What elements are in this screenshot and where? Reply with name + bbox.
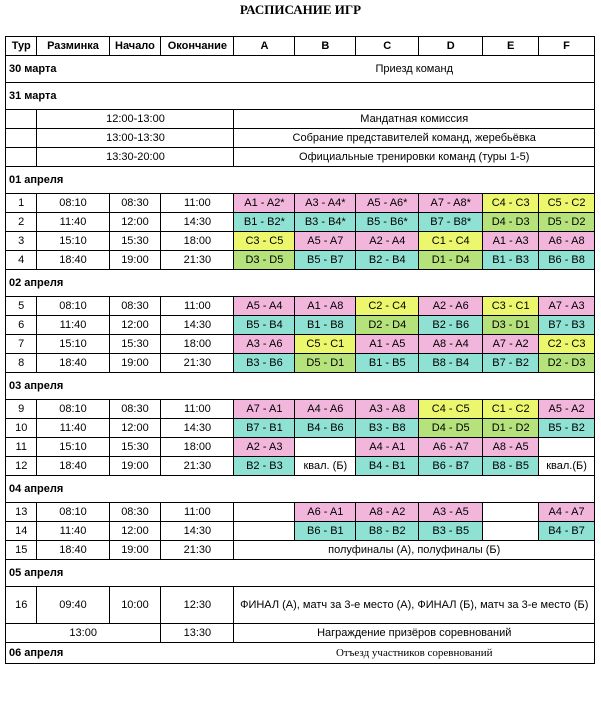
game-row [6,213,595,232]
match-cell-c: B3 - B8 [356,419,419,438]
match-cell-c: B4 - B1 [356,457,419,476]
day-event: Отъезд участников соревнований [234,643,595,664]
schedule-table [5,36,595,664]
game-row [6,297,595,316]
game-row [6,541,595,560]
warmup-cell: 11:40 [37,419,109,438]
end-cell: 11:00 [161,194,234,213]
match-cell-b: B3 - B4* [295,213,356,232]
end-cell: 18:00 [161,438,234,457]
day-label: 01 апреля [6,167,595,194]
end-cell: 21:30 [161,457,234,476]
match-cell-a: B1 - B2* [234,213,295,232]
match-cell-f [539,438,595,457]
match-cell-a: B3 - B6 [234,354,295,373]
game-row [6,438,595,457]
warmup-cell: 08:10 [37,400,109,419]
match-cell-e: A7 - A2 [483,335,539,354]
match-cell-b: A6 - A1 [295,503,356,522]
match-cell-b: B6 - B1 [295,522,356,541]
start-cell: 12:00 [109,213,161,232]
start-cell: 19:00 [109,354,161,373]
warmup-cell: 15:10 [37,438,109,457]
match-cell-f: B7 - B3 [539,316,595,335]
event-cell: Официальные тренировки команд (туры 1-5) [234,148,595,167]
header-row [6,37,595,56]
end-cell: 14:30 [161,419,234,438]
match-cell-b: B5 - B7 [295,251,356,270]
warmup-cell: 11:40 [37,316,109,335]
end-cell: 14:30 [161,213,234,232]
match-cell-e: B1 - B3 [483,251,539,270]
day-label: 04 апреля [6,476,595,503]
match-cell-e: C4 - C3 [483,194,539,213]
match-cell-e [483,522,539,541]
match-cell-f: B6 - B8 [539,251,595,270]
time-cell: 13:30-20:00 [37,148,234,167]
day-row [6,270,595,297]
end-cell: 11:00 [161,400,234,419]
game-row [6,335,595,354]
warmup-cell: 18:40 [37,354,109,373]
end-cell: 21:30 [161,251,234,270]
tour-cell: 2 [6,213,37,232]
match-cell-d: B8 - B4 [419,354,483,373]
tour-cell: 11 [6,438,37,457]
match-cell-d: D4 - D5 [419,419,483,438]
match-cell-e: C1 - C2 [483,400,539,419]
match-cell-f: B5 - B2 [539,419,595,438]
match-cell-d: C1 - C4 [419,232,483,251]
header-cell: E [483,37,539,56]
tour-cell: 1 [6,194,37,213]
match-cell-c: A2 - A4 [356,232,419,251]
match-cell-f: A6 - A8 [539,232,595,251]
info-row [6,148,595,167]
match-cell-d: B7 - B8* [419,213,483,232]
info-row [6,129,595,148]
match-cell-f: A4 - A7 [539,503,595,522]
header-cell: C [356,37,419,56]
start-cell: 19:00 [109,541,161,560]
match-cell-b: B4 - B6 [295,419,356,438]
match-cell-b: A5 - A7 [295,232,356,251]
match-cell-e: A1 - A3 [483,232,539,251]
match-cell-b: A4 - A6 [295,400,356,419]
match-cell-a: B7 - B1 [234,419,295,438]
day-label: 06 апреля [6,643,234,664]
event-cell: Мандатная комиссия [234,110,595,129]
match-cell-d: A8 - A4 [419,335,483,354]
match-cell-f: A7 - A3 [539,297,595,316]
start-cell: 13:00 [6,624,161,643]
match-cell-b: B1 - B8 [295,316,356,335]
game-row [6,457,595,476]
warm-cell: 09:40 [37,587,109,624]
match-cell-c: B1 - B5 [356,354,419,373]
game-row [6,194,595,213]
start-cell: 15:30 [109,232,161,251]
time-cell: 13:00-13:30 [37,129,234,148]
day-row [6,83,595,110]
start-cell: 15:30 [109,438,161,457]
day-row [6,56,595,83]
tour-cell: 15 [6,541,37,560]
match-cell-d: D1 - D4 [419,251,483,270]
start-cell: 12:00 [109,522,161,541]
tour-cell: 4 [6,251,37,270]
match-cell-f: A5 - A2 [539,400,595,419]
match-cell-b: A3 - A4* [295,194,356,213]
start-cell: 08:30 [109,400,161,419]
empty-cell [6,110,37,129]
end-cell: 11:00 [161,503,234,522]
match-cell-e: A8 - A5 [483,438,539,457]
day-label: 05 апреля [6,560,595,587]
game-row [6,316,595,335]
match-cell-a: A3 - A6 [234,335,295,354]
end-cell: 13:30 [161,624,234,643]
warmup-cell: 18:40 [37,541,109,560]
match-cell-c: A1 - A5 [356,335,419,354]
game-row [6,419,595,438]
match-cell-f: квал.(Б) [539,457,595,476]
empty-cell [6,129,37,148]
match-cell-c: D2 - D4 [356,316,419,335]
event-cell: Собрание представителей команд, жеребьёвка [234,129,595,148]
match-cell-a: A1 - A2* [234,194,295,213]
start-cell: 19:00 [109,457,161,476]
warmup-cell: 11:40 [37,522,109,541]
match-cell-b [295,438,356,457]
match-cell-f: C2 - C3 [539,335,595,354]
day-row [6,167,595,194]
match-cell-c: B2 - B4 [356,251,419,270]
match-cell-c: B5 - B6* [356,213,419,232]
start-cell: 15:30 [109,335,161,354]
match-cell-a: A5 - A4 [234,297,295,316]
warmup-cell: 08:10 [37,297,109,316]
game-row [6,251,595,270]
match-cell-b: квал. (Б) [295,457,356,476]
match-cell-f: D2 - D3 [539,354,595,373]
time-cell: 12:00-13:00 [37,110,234,129]
match-cell-f: C5 - C2 [539,194,595,213]
warmup-cell: 18:40 [37,251,109,270]
tour-cell: 6 [6,316,37,335]
match-cell-c: A4 - A1 [356,438,419,457]
info-row [6,110,595,129]
match-cell-a: B2 - B3 [234,457,295,476]
start-cell: 08:30 [109,503,161,522]
match-cell-e [483,503,539,522]
warmup-cell: 11:40 [37,213,109,232]
day-row [6,373,595,400]
day-event: Приезд команд [234,56,595,83]
tour-cell: 12 [6,457,37,476]
warmup-cell: 15:10 [37,335,109,354]
match-cell-e: B7 - B2 [483,354,539,373]
match-cell-a: D3 - D5 [234,251,295,270]
game-row [6,232,595,251]
match-cell-d: A7 - A8* [419,194,483,213]
match-cell-b: C5 - C1 [295,335,356,354]
match-cell-a: C3 - C5 [234,232,295,251]
tour-cell: 5 [6,297,37,316]
end-cell: 11:00 [161,297,234,316]
day-label: 03 апреля [6,373,595,400]
match-cell-e: D4 - D3 [483,213,539,232]
start-cell: 08:30 [109,194,161,213]
start-cell: 10:00 [109,587,161,624]
tour-cell: 7 [6,335,37,354]
final-row [6,587,595,624]
game-row [6,503,595,522]
header-cell: Окончание [161,37,234,56]
tour-cell: 16 [6,587,37,624]
tour-cell: 13 [6,503,37,522]
tour-cell: 3 [6,232,37,251]
match-cell-d: A2 - A6 [419,297,483,316]
tour-cell: 10 [6,419,37,438]
warmup-cell: 15:10 [37,232,109,251]
game-row [6,522,595,541]
match-cell-d: A3 - A5 [419,503,483,522]
match-cell-a: B5 - B4 [234,316,295,335]
game-row [6,400,595,419]
tour-cell: 14 [6,522,37,541]
event-cell: ФИНАЛ (А), матч за 3-е место (А), ФИНАЛ (Б), матч за 3-е место (Б) [234,587,595,624]
match-cell-f: D5 - D2 [539,213,595,232]
match-cell-b: D5 - D1 [295,354,356,373]
match-cell-d: B2 - B6 [419,316,483,335]
match-cell-d: C4 - C5 [419,400,483,419]
end-cell: 18:00 [161,232,234,251]
start-cell: 08:30 [109,297,161,316]
match-cell-e: B8 - B5 [483,457,539,476]
tour-cell: 8 [6,354,37,373]
end-cell: 21:30 [161,354,234,373]
match-cell-b: A1 - A8 [295,297,356,316]
event-cell: полуфиналы (А), полуфиналы (Б) [234,541,595,560]
match-cell-c: A5 - A6* [356,194,419,213]
match-cell-d: B3 - B5 [419,522,483,541]
end-cell: 21:30 [161,541,234,560]
match-cell-f: B4 - B7 [539,522,595,541]
start-cell: 12:00 [109,419,161,438]
warmup-cell: 08:10 [37,194,109,213]
day-label: 02 апреля [6,270,595,297]
awards-row [6,624,595,643]
day-row [6,476,595,503]
header-cell: B [295,37,356,56]
match-cell-a: A7 - A1 [234,400,295,419]
match-cell-e: D1 - D2 [483,419,539,438]
match-cell-c: C2 - C4 [356,297,419,316]
match-cell-a [234,503,295,522]
warmup-cell: 18:40 [37,457,109,476]
game-row [6,354,595,373]
end-cell: 14:30 [161,316,234,335]
match-cell-d: B6 - B7 [419,457,483,476]
match-cell-c: B8 - B2 [356,522,419,541]
warmup-cell: 08:10 [37,503,109,522]
match-cell-a [234,522,295,541]
header-cell: F [539,37,595,56]
end-cell: 18:00 [161,335,234,354]
empty-cell [6,148,37,167]
header-cell: Разминка [37,37,109,56]
page-title: РАСПИСАНИЕ ИГР [239,2,362,17]
header-cell: A [234,37,295,56]
match-cell-c: A8 - A2 [356,503,419,522]
match-cell-e: C3 - C1 [483,297,539,316]
match-cell-a: A2 - A3 [234,438,295,457]
day-label: 31 марта [6,83,595,110]
header-cell: Тур [6,37,37,56]
event-cell: Награждение призёров соревнований [234,624,595,643]
header-cell: D [419,37,483,56]
match-cell-c: A3 - A8 [356,400,419,419]
match-cell-e: D3 - D1 [483,316,539,335]
tour-cell: 9 [6,400,37,419]
start-cell: 12:00 [109,316,161,335]
header-cell: Начало [109,37,161,56]
start-cell: 19:00 [109,251,161,270]
day-label: 30 марта [6,56,234,83]
end-cell: 14:30 [161,522,234,541]
match-cell-d: A6 - A7 [419,438,483,457]
day-row [6,643,595,664]
day-row [6,560,595,587]
end-cell: 12:30 [161,587,234,624]
